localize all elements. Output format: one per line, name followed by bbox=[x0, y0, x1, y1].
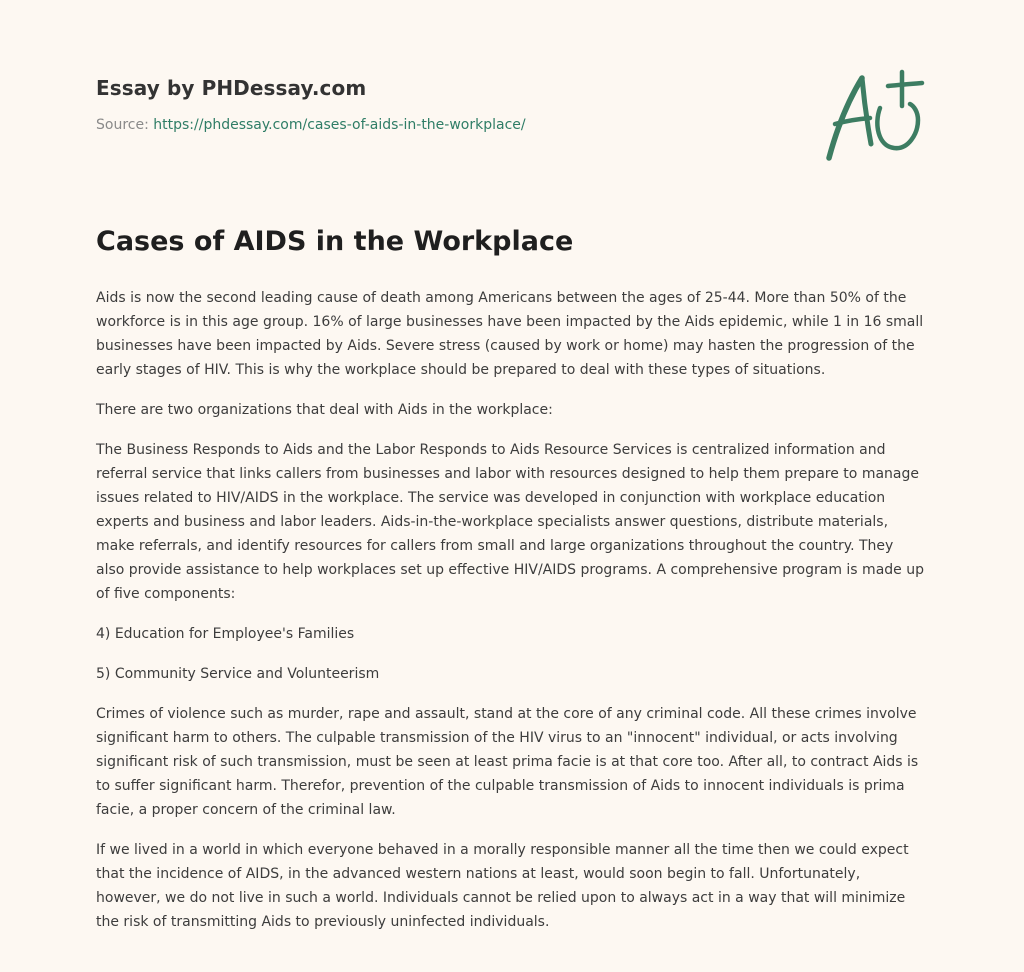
source-line bbox=[96, 117, 526, 133]
article-paragraph: Crimes of violence such as murder, rape and assault, stand at the core of any criminal code. All these crimes involve significant harm to others. The culpable transmission of the HIV virus to an "innocent" individual, or acts involving significant risk of such transmission, must be seen at least prima facie is at that core too. After all, to contract Aids is to suffer significant harm. Therefor, prevention of the culpable transmission of Aids to innocent individuals is prima facie, a proper concern of the criminal law. bbox=[96, 706, 919, 818]
site-title: Essay by PHDessay.com bbox=[96, 76, 367, 100]
page-title: Cases of AIDS in the Workplace bbox=[96, 226, 574, 257]
source-link[interactable]: https://phdessay.com/cases-of-aids-in-the-workplace/ bbox=[153, 117, 526, 133]
article-paragraph: The Business Responds to Aids and the Labor Responds to Aids Resource Services is centralized information and referral service that links callers from businesses and labor with resources designed to help them prepare to manage issues related to HIV/AIDS in the workplace. The service was developed in conjunction with workplace education experts and business and labor leaders. Aids-in-the-workplace specialists answer questions, distribute materials, make referrals, and identify resources for callers from small and large organizations throughout the country. They also provide assistance to help workplaces set up effective HIV/AIDS programs. A comprehensive program is made up of five components: bbox=[96, 442, 924, 602]
a-plus-logo-icon bbox=[822, 66, 928, 166]
essay-header bbox=[96, 76, 526, 133]
article-paragraph: Aids is now the second leading cause of death among Americans between the ages of 25-44. More than 50% of the workforce is in this age group. 16% of large businesses have been impacted by the Aids epidemic, while 1 in 16 small businesses have been impacted by Aids. Severe stress (caused by work or home) may hasten the progression of the early stages of HIV. This is why the workplace should be prepared to deal with these types of situations. bbox=[96, 290, 924, 378]
source-label: Source: bbox=[96, 117, 149, 133]
article-body bbox=[96, 286, 926, 950]
list-item: 5) Community Service and Volunteerism bbox=[96, 666, 380, 682]
article-paragraph: If we lived in a world in which everyone behaved in a morally responsible manner all the time then we could expect that the incidence of AIDS, in the advanced western nations at least, would soon begin to fall. Unfortunately, however, we do not live in such a world. Individuals cannot be relied upon to always act in a way that will minimize the risk of transmitting Aids to previously uninfected individuals. bbox=[96, 842, 909, 930]
list-item: 4) Education for Employee's Families bbox=[96, 626, 355, 642]
article-paragraph: There are two organizations that deal with Aids in the workplace: bbox=[96, 402, 553, 418]
